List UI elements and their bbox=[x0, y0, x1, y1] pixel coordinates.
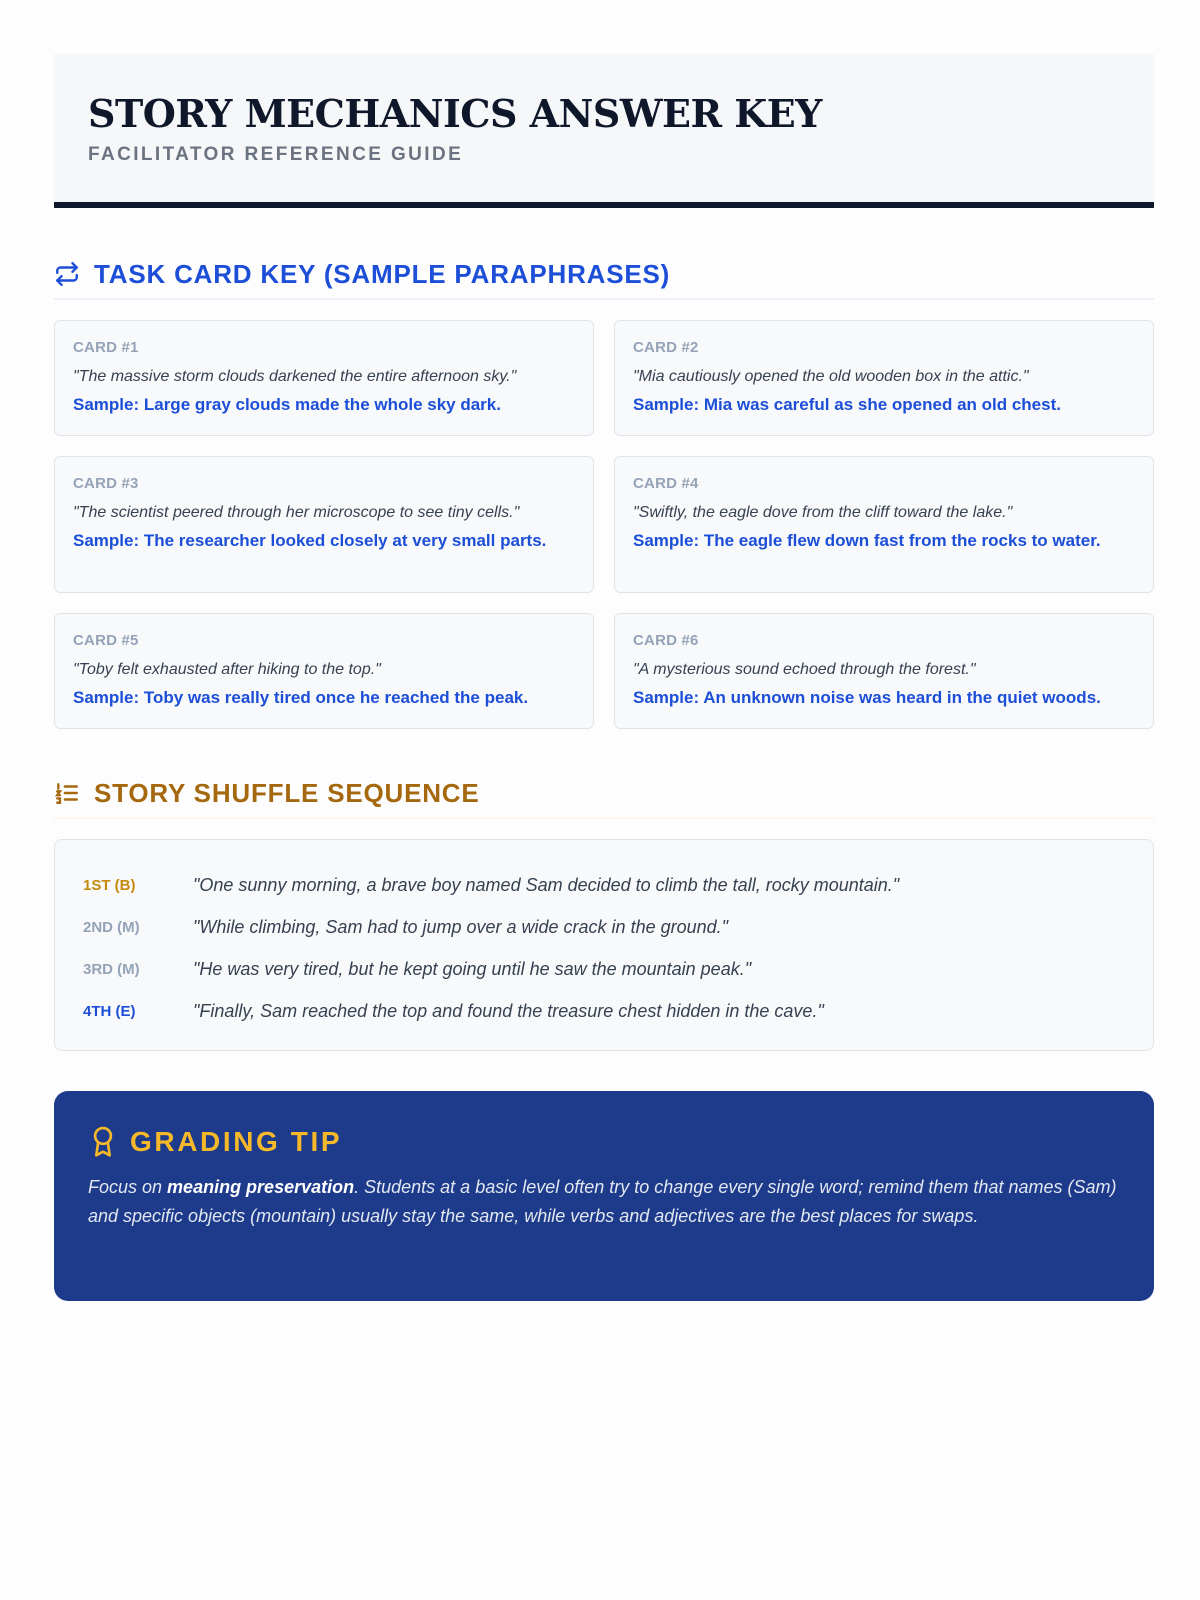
card-label: CARD #3 bbox=[73, 475, 139, 492]
sequence-text: "One sunny morning, a brave boy named Sam decided to climb the tall, rocky mountain." bbox=[193, 874, 900, 895]
page-header bbox=[54, 54, 1154, 208]
sequence-row bbox=[83, 906, 1125, 948]
story-shuffle-title: STORY SHUFFLE SEQUENCE bbox=[94, 777, 480, 808]
card-sample: Sample: Mia was careful as she opened an old chest. bbox=[633, 395, 1061, 414]
sequence-step: 1ST (B) bbox=[83, 876, 136, 894]
repeat-icon bbox=[54, 260, 82, 288]
card-sample: Sample: Toby was really tired once he reached the peak. bbox=[73, 688, 529, 707]
task-card bbox=[614, 613, 1154, 729]
tip-text-start: Focus on bbox=[88, 1177, 168, 1197]
task-card-heading bbox=[54, 254, 1154, 300]
task-card-section bbox=[54, 254, 1154, 729]
card-label: CARD #2 bbox=[633, 339, 699, 356]
grading-tip-body bbox=[88, 1173, 1120, 1231]
card-quote: "Swiftly, the eagle dove from the cliff toward the lake." bbox=[633, 504, 1013, 521]
card-sample: Sample: The researcher looked closely at very small parts. bbox=[73, 531, 547, 550]
sequence-text: "Finally, Sam reached the top and found the treasure chest hidden in the cave." bbox=[193, 1000, 824, 1021]
page-subtitle: FACILITATOR REFERENCE GUIDE bbox=[88, 144, 464, 165]
task-card bbox=[614, 456, 1154, 593]
task-card-title: TASK CARD KEY (SAMPLE PARAPHRASES) bbox=[94, 258, 671, 289]
card-quote: "The massive storm clouds darkened the entire afternoon sky." bbox=[73, 368, 517, 385]
grading-tip-heading bbox=[88, 1125, 1120, 1159]
answer-key-page bbox=[54, 54, 1154, 1301]
card-sample: Sample: The eagle flew down fast from the rocks to water. bbox=[633, 531, 1101, 550]
card-sample: Sample: Large gray clouds made the whole sky dark. bbox=[73, 395, 501, 414]
story-shuffle-heading bbox=[54, 773, 1154, 819]
card-label: CARD #1 bbox=[73, 339, 139, 356]
task-card-grid bbox=[54, 320, 1154, 729]
sequence-row bbox=[83, 948, 1125, 990]
sequence-row bbox=[83, 990, 1125, 1032]
sequence-step: 3RD (M) bbox=[83, 960, 140, 978]
sequence-step: 2ND (M) bbox=[83, 918, 140, 936]
task-card bbox=[54, 320, 594, 436]
card-label: CARD #4 bbox=[633, 475, 699, 492]
tip-text-end: . Students at a basic level often try to change every single word; remind them that names (Sam) and specific objects (mountain) usually stay the same, while verbs and adjectives are the best places for swaps. bbox=[88, 1177, 1117, 1226]
list-ordered-icon bbox=[54, 779, 82, 807]
task-card bbox=[54, 456, 594, 593]
task-card bbox=[614, 320, 1154, 436]
card-quote: "The scientist peered through her microscope to see tiny cells." bbox=[73, 504, 520, 521]
card-label: CARD #5 bbox=[73, 632, 139, 649]
card-quote: "Mia cautiously opened the old wooden box in the attic." bbox=[633, 368, 1029, 385]
page-title: STORY MECHANICS ANSWER KEY bbox=[88, 91, 822, 136]
grading-tip-box bbox=[54, 1091, 1154, 1301]
sequence-step: 4TH (E) bbox=[83, 1002, 136, 1020]
task-card bbox=[54, 613, 594, 729]
sequence-row bbox=[83, 864, 1125, 906]
sequence-box bbox=[54, 839, 1154, 1051]
card-label: CARD #6 bbox=[633, 632, 699, 649]
story-shuffle-section bbox=[54, 773, 1154, 1051]
card-quote: "Toby felt exhausted after hiking to the top." bbox=[73, 661, 381, 678]
grading-tip-title: GRADING TIP bbox=[130, 1126, 343, 1157]
card-sample: Sample: An unknown noise was heard in the quiet woods. bbox=[633, 688, 1101, 707]
award-ribbon-icon bbox=[88, 1125, 118, 1159]
tip-emphasis: meaning preservation bbox=[167, 1177, 355, 1197]
sequence-text: "While climbing, Sam had to jump over a wide crack in the ground." bbox=[193, 916, 729, 937]
sequence-text: "He was very tired, but he kept going until he saw the mountain peak." bbox=[193, 958, 752, 979]
card-quote: "A mysterious sound echoed through the forest." bbox=[633, 661, 976, 678]
